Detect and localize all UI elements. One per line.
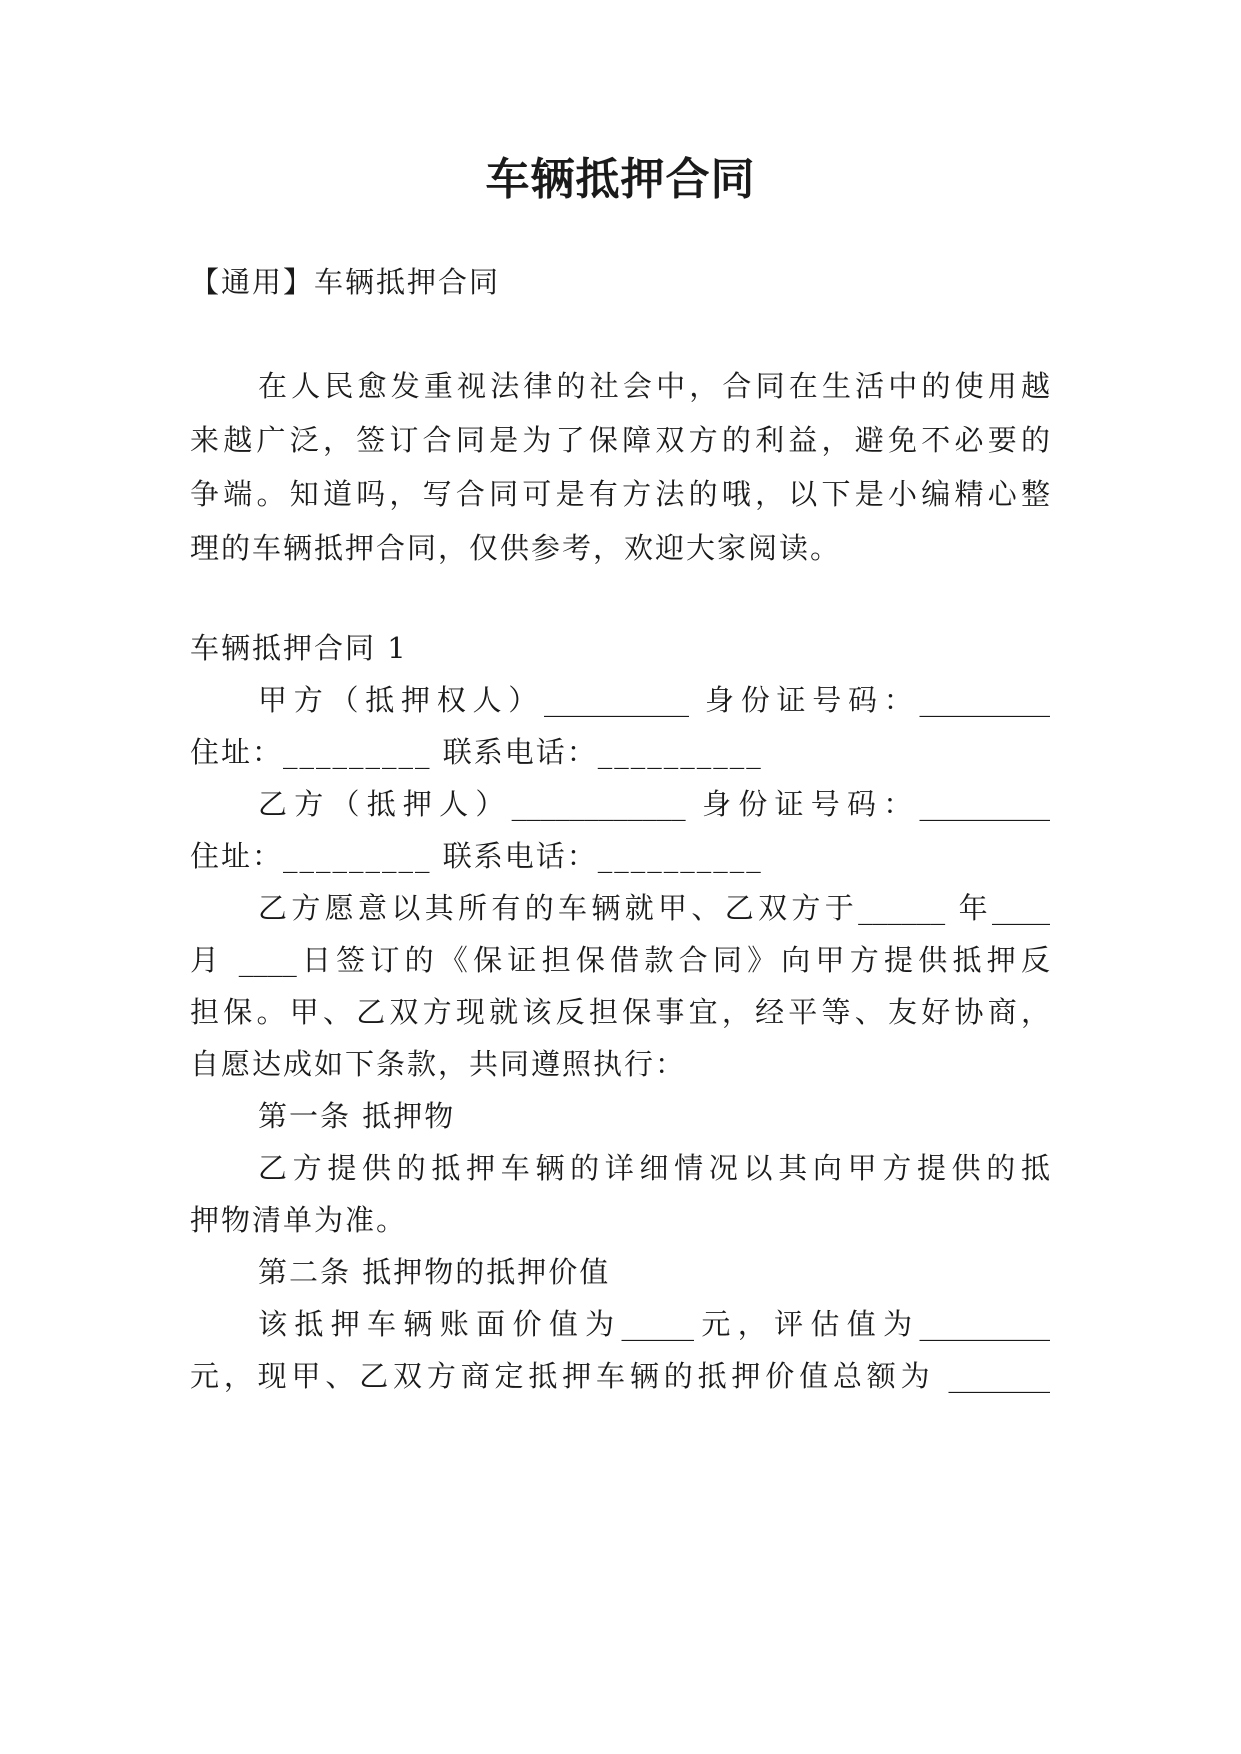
preamble-line: 月 ____日签订的《保证担保借款合同》向甲方提供抵押反	[190, 943, 1050, 977]
intro-line: 来越广泛，签订合同是为了保障双方的利益，避免不必要的	[190, 423, 1050, 457]
preamble-line: 自愿达成如下条款，共同遵照执行：	[190, 1047, 687, 1081]
article-1-body-line: 乙方提供的抵押车辆的详细情况以其向甲方提供的抵	[258, 1151, 1050, 1185]
party-a-address-line: 住址：_________ 联系电话：__________	[190, 735, 763, 769]
preamble-line: 乙方愿意以其所有的车辆就甲、乙双方于______ 年____	[258, 891, 1050, 925]
intro-line: 理的车辆抵押合同，仅供参考，欢迎大家阅读。	[190, 531, 842, 565]
party-b-address-line: 住址：_________ 联系电话：__________	[190, 839, 763, 873]
preamble-line: 担保。甲、乙双方现就该反担保事宜，经平等、友好协商，	[190, 995, 1050, 1029]
contract-heading: 车辆抵押合同 1	[190, 631, 408, 665]
article-2-body-line: 元，现甲、乙双方商定抵押车辆的抵押价值总额为 _______	[190, 1359, 1050, 1393]
article-1-heading: 第一条 抵押物	[258, 1099, 456, 1133]
intro-line: 争端。知道吗，写合同可是有方法的哦，以下是小编精心整	[190, 477, 1050, 511]
article-2-body-line: 该抵押车辆账面价值为_____元，评估值为_________	[258, 1307, 1050, 1341]
party-b-line: 乙方（抵押人）____________ 身份证号码：_________	[258, 787, 1050, 821]
document-title: 车辆抵押合同	[485, 154, 756, 205]
party-a-line: 甲方（抵押权人）__________ 身份证号码：_________	[258, 683, 1050, 717]
article-2-heading: 第二条 抵押物的抵押价值	[258, 1255, 611, 1289]
intro-line: 在人民愈发重视法律的社会中，合同在生活中的使用越	[258, 369, 1050, 403]
article-1-body-line: 押物清单为准。	[190, 1203, 408, 1237]
document-subtitle: 【通用】车辆抵押合同	[190, 265, 501, 299]
